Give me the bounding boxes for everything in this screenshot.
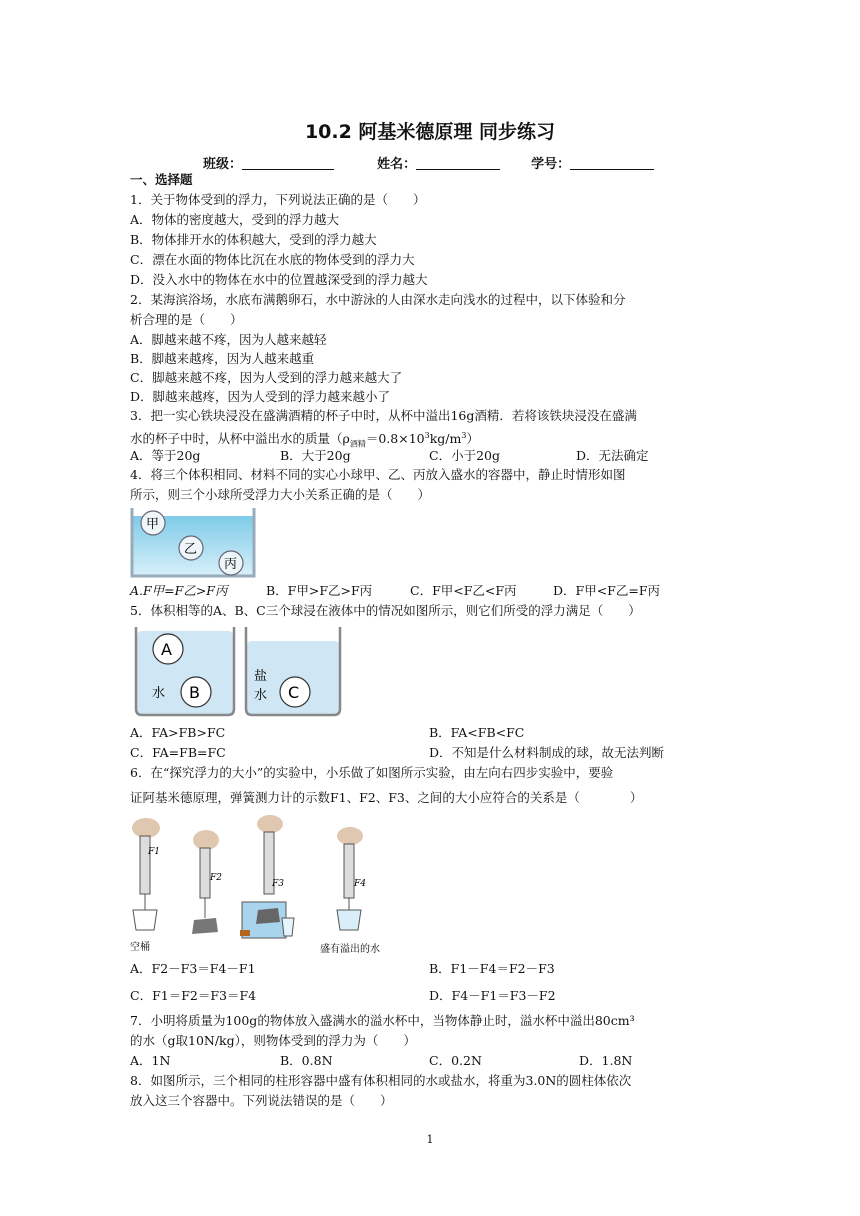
q1-stem: 1．关于物体受到的浮力，下列说法正确的是（ ） xyxy=(130,192,426,207)
q4-stem-2: 所示，则三个小球所受浮力大小关系正确的是（ ） xyxy=(130,487,431,502)
q3-stem-1: 3．把一实心铁块浸没在盛满酒精的杯子中时，从杯中溢出16g酒精．若将该铁块浸没在盛满 xyxy=(130,408,637,423)
q7-option-b: B．0.8N xyxy=(280,1053,333,1068)
q6-stem-1: 6．在“探究浮力的大小”的实验中，小乐做了如图所示实验，由左向右四步实验中，要验 xyxy=(130,765,614,780)
q6-option-a: A．F2－F3＝F4－F1 xyxy=(130,961,256,976)
page-number: 1 xyxy=(426,1133,434,1146)
page-title: 10.2 阿基米德原理 同步练习 xyxy=(304,121,556,143)
q6-bucket-4 xyxy=(337,910,361,930)
q4-option-d: D．F甲<F乙=F丙 xyxy=(553,583,660,598)
q7-stem-2: 的水（g取10N/kg），则物体受到的浮力为（ ） xyxy=(130,1033,416,1048)
q3-stem-2a: 水的杯子中时，从杯中溢出水的质量（ρ xyxy=(130,431,350,447)
q5-stem: 5．体积相等的A、B、C三个球浸在液体中的情况如图所示，则它们所受的浮力满足（ ） xyxy=(130,603,641,618)
q7-option-a: A．1N xyxy=(130,1053,171,1068)
q3-rho-sub: 酒精 xyxy=(349,439,366,449)
q6-figure xyxy=(128,814,408,954)
q6-bucket-1 xyxy=(133,910,157,930)
q5-option-c: C．FA=FB=FC xyxy=(130,745,226,760)
q4-label-yi: 乙 xyxy=(184,542,198,557)
q6-hand-2 xyxy=(193,830,219,850)
q6-stone-2 xyxy=(192,918,218,934)
q4-figure xyxy=(130,506,258,580)
class-label: 班级： xyxy=(203,157,243,172)
q4-option-b: B．F甲>F乙>F丙 xyxy=(266,583,373,598)
q4-stem-1: 4．将三个体积相同、材料不同的实心小球甲、乙、丙放入盛水的容器中，静止时情形如图 xyxy=(130,467,626,482)
q4-label-jia: 甲 xyxy=(146,517,160,532)
q6-caption-water: 盛有溢出的水 xyxy=(320,944,380,954)
q5-figure xyxy=(130,625,344,719)
q6-scale-4 xyxy=(344,844,354,898)
q6-scale-1 xyxy=(140,836,150,894)
q2-stem-2: 析合理的是（ ） xyxy=(130,312,243,327)
section-heading: 一、选择题 xyxy=(130,172,193,187)
q6-option-b: B．F1－F4＝F2－F3 xyxy=(429,961,555,976)
q1-option-b: B．物体排开水的体积越大，受到的浮力越大 xyxy=(130,232,377,247)
name-label: 姓名： xyxy=(377,157,417,172)
q5-salt-label-1: 盐 xyxy=(254,669,268,684)
q3-exp2: 3 xyxy=(461,431,467,440)
q5-water-label: 水 xyxy=(152,686,166,701)
q3-option-d: D．无法确定 xyxy=(576,448,649,463)
q7-option-c: C．0.2N xyxy=(429,1053,482,1068)
q5-option-d: D．不知是什么材料制成的球，故无法判断 xyxy=(429,745,665,760)
q3-stem-2c: kg/m xyxy=(429,431,462,447)
id-label: 学号： xyxy=(531,157,571,172)
q6-hand-4 xyxy=(337,827,363,845)
q1-option-a: A．物体的密度越大，受到的浮力越大 xyxy=(130,212,340,227)
q4-label-bing: 丙 xyxy=(224,557,238,572)
q6-stem-2: 证阿基米德原理，弹簧测力计的示数F1、F2、F3、之间的大小应符合的关系是（ ） xyxy=(130,790,643,805)
q7-stem-1: 7．小明将质量为100g的物体放入盛满水的溢水杯中，当物体静止时，溢水杯中溢出80cm³ xyxy=(130,1013,635,1028)
q1-option-c: C．漂在水面的物体比沉在水底的物体受到的浮力大 xyxy=(130,252,415,267)
q8-stem-1: 8．如图所示，三个相同的柱形容器中盛有体积相同的水或盐水，将重为3.0N的圆柱体依次 xyxy=(130,1073,632,1088)
q6-small-cup xyxy=(282,918,294,936)
q1-option-d: D．没入水中的物体在水中的位置越深受到的浮力越大 xyxy=(130,272,428,287)
id-blank[interactable] xyxy=(570,156,654,170)
q6-caption-empty-bucket: 空桶 xyxy=(130,942,150,953)
q5-salt-label-2: 水 xyxy=(254,688,268,703)
q8-stem-2: 放入这三个容器中。下列说法错误的是（ ） xyxy=(130,1093,393,1108)
q4-option-c: C．F甲<F乙<F丙 xyxy=(410,583,517,598)
q6-stone-3 xyxy=(256,908,280,924)
q6-label-f3: F3 xyxy=(272,879,284,889)
q4-option-a: A.F甲=F乙>F丙 xyxy=(130,583,228,598)
q5-option-b: B．FA<FB<FC xyxy=(429,725,525,740)
q6-hand-1 xyxy=(132,818,160,838)
q3-option-a: A．等于20g xyxy=(130,448,201,463)
q3-stem-2b: ＝0.8×10 xyxy=(365,431,425,447)
q2-option-b: B．脚越来越疼，因为人越来越重 xyxy=(130,351,315,366)
q7-option-d: D．1.8N xyxy=(579,1053,633,1068)
q3-stem-2d: ） xyxy=(466,431,479,447)
q5-label-b: B xyxy=(189,683,200,702)
q6-label-f4: F4 xyxy=(354,879,366,889)
q5-option-a: A．FA>FB>FC xyxy=(130,725,226,740)
q5-label-c: C xyxy=(288,683,300,702)
q3-option-c: C．小于20g xyxy=(429,448,500,463)
name-blank[interactable] xyxy=(416,156,500,170)
q6-block xyxy=(240,930,250,936)
q6-option-c: C．F1＝F2＝F3＝F4 xyxy=(130,988,257,1003)
q6-label-f2: F2 xyxy=(210,873,222,883)
student-info xyxy=(203,153,654,172)
q6-hand-3 xyxy=(257,815,283,833)
class-blank[interactable] xyxy=(242,156,334,170)
q3-option-b: B．大于20g xyxy=(280,448,351,463)
q5-label-a: A xyxy=(161,640,172,659)
q2-option-d: D．脚越来越疼，因为人受到的浮力越来越小了 xyxy=(130,389,391,404)
q3-exp: 3 xyxy=(424,431,430,440)
q2-stem-1: 2．某海滨浴场，水底布满鹅卵石，水中游泳的人由深水走向浅水的过程中，以下体验和分 xyxy=(130,292,626,307)
q6-option-d: D．F4－F1＝F3－F2 xyxy=(429,988,556,1003)
q2-option-a: A．脚越来越不疼，因为人越来越轻 xyxy=(130,332,327,347)
q6-label-f1: F1 xyxy=(148,847,160,857)
q6-scale-2 xyxy=(200,848,210,898)
q2-option-c: C．脚越来越不疼，因为人受到的浮力越来越大了 xyxy=(130,370,403,385)
